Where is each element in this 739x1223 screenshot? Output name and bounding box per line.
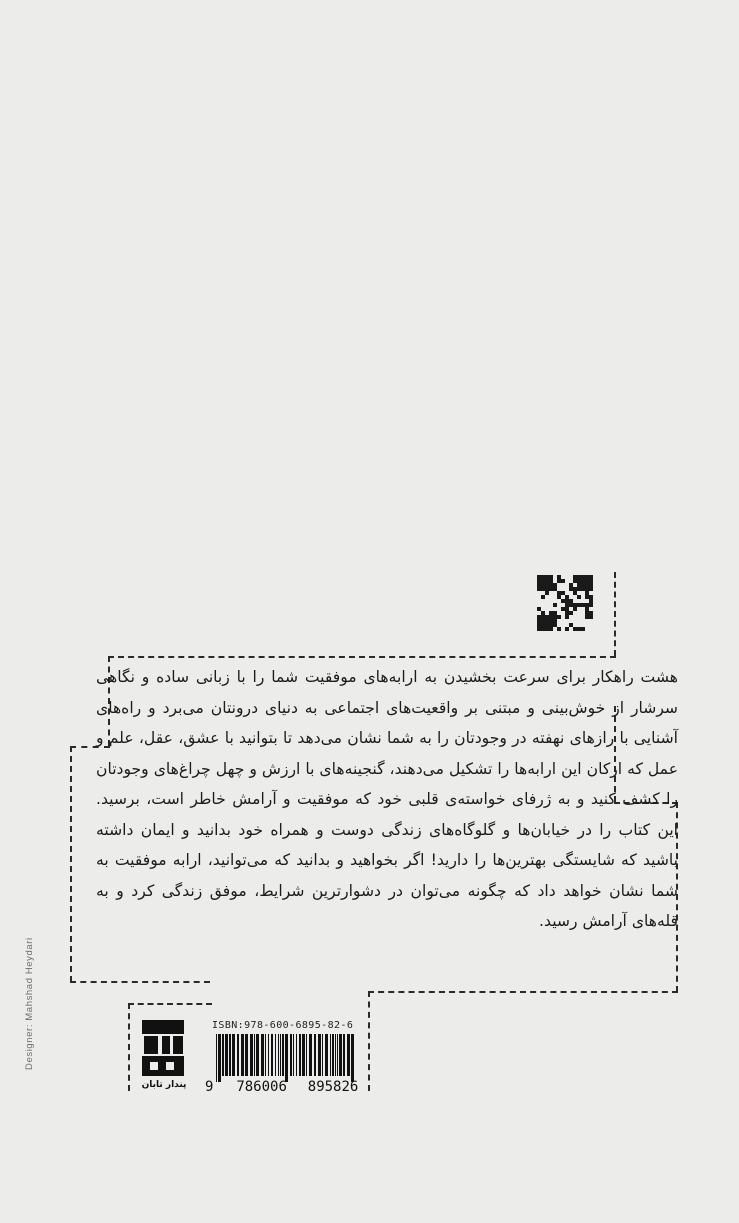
frame-line: [70, 981, 210, 983]
barcode-bar: [218, 1034, 221, 1082]
barcode-bar: [322, 1034, 323, 1076]
barcode-bar: [325, 1034, 328, 1076]
barcode-bar: [299, 1034, 301, 1076]
barcode-bar: [309, 1034, 312, 1076]
barcode-bar: [285, 1034, 288, 1082]
barcode-bar: [245, 1034, 248, 1076]
barcode-bar: [306, 1034, 307, 1076]
barcode-bar: [278, 1034, 279, 1076]
frame-line: [128, 1003, 212, 1005]
barcode-bar: [268, 1034, 269, 1076]
barcode-bar: [241, 1034, 244, 1076]
frame-line: [128, 1003, 130, 1091]
barcode-bar: [229, 1034, 231, 1076]
blurb-paragraph: هشت راهکار برای سرعت بخشیدن به ارابه‌های موفقیت شما را با زبانی ساده و نگاهی سرشار از خوش‌بینی و مبتنی بر واقعیت‌های اجتماعی به دنیای درونتان می‌برد و راه‌های آشنایی با رازهای نهفته در وجودتان را به شما نشان می‌دهد تا بتوانید با عشق، عقل، علم و عمل که ارکان این ارابه‌ها را تشکیل می‌دهند، گنجینه‌های با ارزش و چهل چراغ‌های وجودتان را کشف کنید و به ژرفای خواسته‌ی قلبی خود که موفقیت و آرامش خاطر است، برسید. این کتاب را در خیابان‌ها و گلوگاه‌های زندگی دوست و همراه خود بدانید و ایمان داشته باشید که شایستگی بهترین‌ها را دارید! اگر بخواهید و بدانید که می‌توانید، ارابه موفقیت به شما نشان خواهد داد که چگونه می‌توان در دشوارترین شرایط، موفق زندگی کرد و به قله‌های آرامش رسید.: [96, 668, 678, 930]
isbn-label: ISBN:978-600-6895-82-6: [212, 1020, 354, 1031]
barcode-bar: [254, 1034, 255, 1076]
barcode-bar: [216, 1034, 217, 1082]
frame-line: [614, 572, 616, 656]
barcode-number: [205, 1079, 365, 1095]
barcode-bar: [225, 1034, 228, 1076]
barcode-bar: [261, 1034, 264, 1076]
barcode-icon: [216, 1034, 356, 1082]
barcode-bar: [275, 1034, 276, 1076]
barcode-bar: [237, 1034, 239, 1076]
barcode-bar: [232, 1034, 235, 1076]
frame-line: [70, 746, 72, 982]
barcode-bar: [302, 1034, 305, 1076]
barcode-bar: [265, 1034, 266, 1076]
barcode-bar: [250, 1034, 253, 1076]
barcode-bar: [290, 1034, 292, 1076]
frame-line: [368, 991, 678, 993]
publisher-name: پندار تابان: [141, 1080, 187, 1090]
barcode-bar: [256, 1034, 259, 1076]
frame-line: [108, 656, 616, 658]
barcode-bar: [282, 1034, 284, 1076]
barcode-bar: [296, 1034, 297, 1076]
barcode-bar: [332, 1034, 334, 1076]
barcode-bar: [318, 1034, 321, 1076]
barcode-bar: [293, 1034, 294, 1076]
barcode-lead-digit: 9: [205, 1079, 214, 1095]
qr-code-icon: [537, 575, 593, 631]
barcode-bar: [339, 1034, 342, 1076]
barcode-group-2: 895826: [307, 1079, 359, 1095]
barcode-bar: [337, 1034, 338, 1076]
frame-line: [368, 991, 370, 1091]
barcode-bar: [330, 1034, 331, 1076]
back-cover-blurb: [96, 662, 678, 937]
barcode-bar: [314, 1034, 316, 1076]
barcode-bar: [280, 1034, 281, 1076]
barcode-group-1: 786006: [236, 1079, 287, 1095]
barcode-bar: [335, 1034, 336, 1076]
barcode-bar: [343, 1034, 345, 1076]
barcode-bar: [347, 1034, 350, 1076]
barcode-bar: [351, 1034, 354, 1082]
barcode-bar: [271, 1034, 273, 1076]
barcode-bar: [222, 1034, 224, 1076]
designer-credit: Designer: Mahshad Heydari: [24, 937, 35, 1070]
